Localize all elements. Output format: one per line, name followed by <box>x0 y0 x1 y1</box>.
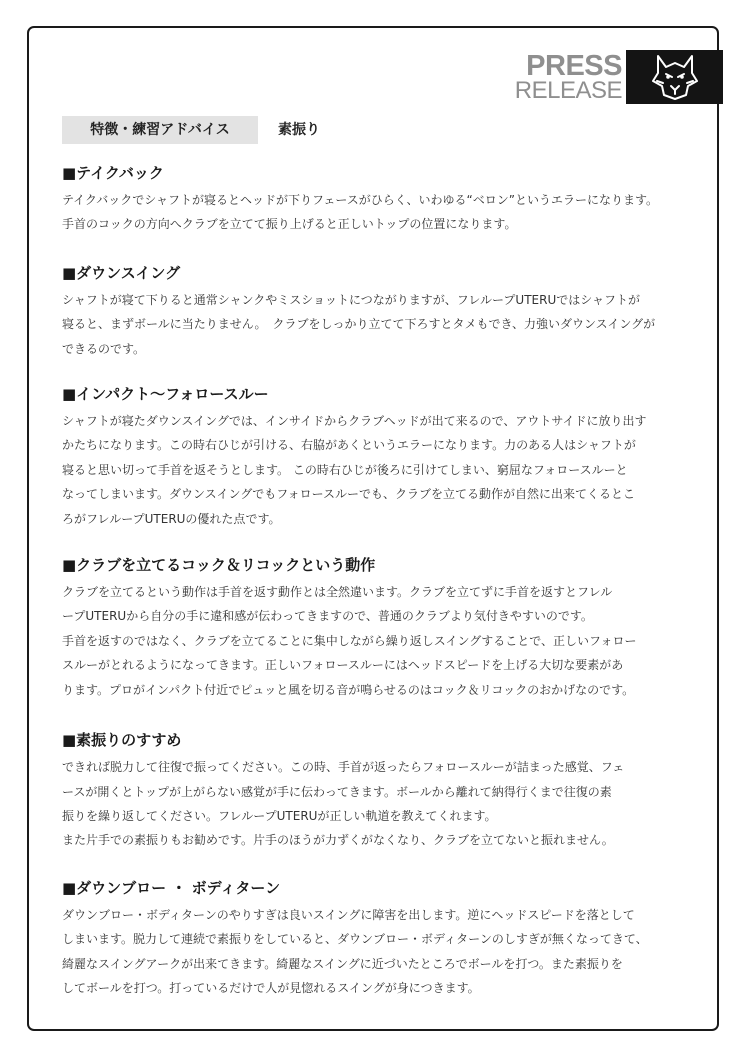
topic-label: 特徴・練習アドバイス <box>62 116 258 144</box>
section-downswing <box>62 258 702 361</box>
paragraph-line: 綺麗なスイングアークが出来てきます。綺麗なスイングに近づいたところでボールを打つ。また素振りを <box>62 956 623 971</box>
paragraph-line: してボールを打つ。打っているだけで人が見惚れるスイングが身につきます。 <box>62 980 480 995</box>
paragraph-line: 手首のコックの方向へクラブを立てて振り上げると正しいトップの位置になります。 <box>62 217 517 232</box>
release-word: RELEASE <box>514 77 622 104</box>
article-body <box>62 158 702 1021</box>
paragraph-line: 寝ると思い切って手首を返そうとします。 この時右ひじが後ろに引けてしまい、窮屈なフォロースルーと <box>62 462 628 477</box>
lynx-head-icon <box>626 50 723 104</box>
paragraph-line: ダウンブロー・ボディターンのやりすぎは良いスイングに障害を出します。逆にヘッドスピードを落として <box>62 907 635 922</box>
paragraph-line: できれば脱力して往復で振ってください。この時、手首が返ったらフォロースルーが詰まった感覚、フェ <box>62 760 625 775</box>
section-downblow-bodyturn <box>62 873 702 1001</box>
paragraph-line: ります。プロがインパクト付近でピュッと風を切る音が鳴らせるのはコック＆リコックのおかげなのです。 <box>62 682 635 697</box>
press-word: PRESS <box>526 50 622 82</box>
section-heading: ■ダウンブロー ・ ボディターン <box>62 878 281 897</box>
paragraph-line: 振りを繰り返してください。フレループUTERUが正しい軌道を教えてくれます。 <box>62 808 497 823</box>
section-heading: ■素振りのすすめ <box>62 731 182 750</box>
paragraph-line: スルーがとれるようになってきます。正しいフォロースルーにはヘッドスピードを上げる大切な要素があ <box>62 658 624 673</box>
paragraph-line: 手首を返すのではなく、クラブを立てることに集中しながら繰り返しスイングすることで、正しいフォロー <box>62 633 637 648</box>
section-heading: ■インパクト〜フォロースルー <box>62 385 269 404</box>
section-cock-recock <box>62 550 702 702</box>
paragraph-line: ろがフレループUTERUの優れた点です。 <box>62 511 281 526</box>
section-takeback <box>62 158 702 237</box>
section-heading: ■ダウンスイング <box>62 263 181 282</box>
paragraph-line: シャフトが寝て下りると通常シャンクやミスショットにつながりますが、フレループUTERUではシャフトが <box>62 292 641 307</box>
section-impact-follow-through <box>62 379 702 531</box>
press-release-logo <box>514 50 723 104</box>
paragraph-line: なってしまいます。ダウンスイングでもフォロースルーでも、クラブを立てる動作が自然に出来てくるとこ <box>62 487 636 502</box>
section-heading: ■テイクバック <box>62 164 164 182</box>
paragraph-line: クラブを立てるという動作は手首を返す動作とは全然違います。クラブを立てずに手首を返すとフレル <box>62 585 613 600</box>
paragraph-line: 寝ると、まずボールに当たりません。 クラブをしっかり立てて下ろすとタメもでき、力強いダウンスイングが <box>62 317 656 332</box>
section-practice-swing <box>62 725 702 853</box>
topic-value: 素振り <box>278 122 320 138</box>
paragraph-line: かたちになります。この時右ひじが引ける、右脇があくというエラーになります。力のある人はシャフトが <box>62 438 636 453</box>
paragraph-line: テイクバックでシャフトが寝るとヘッドが下りフェースがひらく、いわゆる“ベロン”というエラーになります。 <box>62 193 658 207</box>
paragraph-line: また片手での素振りもお勧めです。片手のほうが力ずくがなくなり、クラブを立てないと振れません。 <box>62 833 614 848</box>
section-heading: ■クラブを立てるコック＆リコックという動作 <box>62 556 376 575</box>
paragraph-line: ースが開くとトップが上がらない感覚が手に伝わってきます。ボールから離れて納得行くまで往復の素 <box>62 784 612 799</box>
paragraph-line: ープUTERUから自分の手に違和感が伝わってきますので、普通のクラブより気付きやすいのです。 <box>62 609 593 624</box>
paragraph-line: できるのです。 <box>62 341 146 356</box>
paragraph-line: しまいます。脱力して連続で素振りをしていると、ダウンブロー・ボディターンのしすぎが無くなってきて、 <box>62 932 648 947</box>
paragraph-line: シャフトが寝たダウンスイングでは、インサイドからクラブヘッドが出て来るので、アウトサイドに放り出す <box>62 414 647 429</box>
